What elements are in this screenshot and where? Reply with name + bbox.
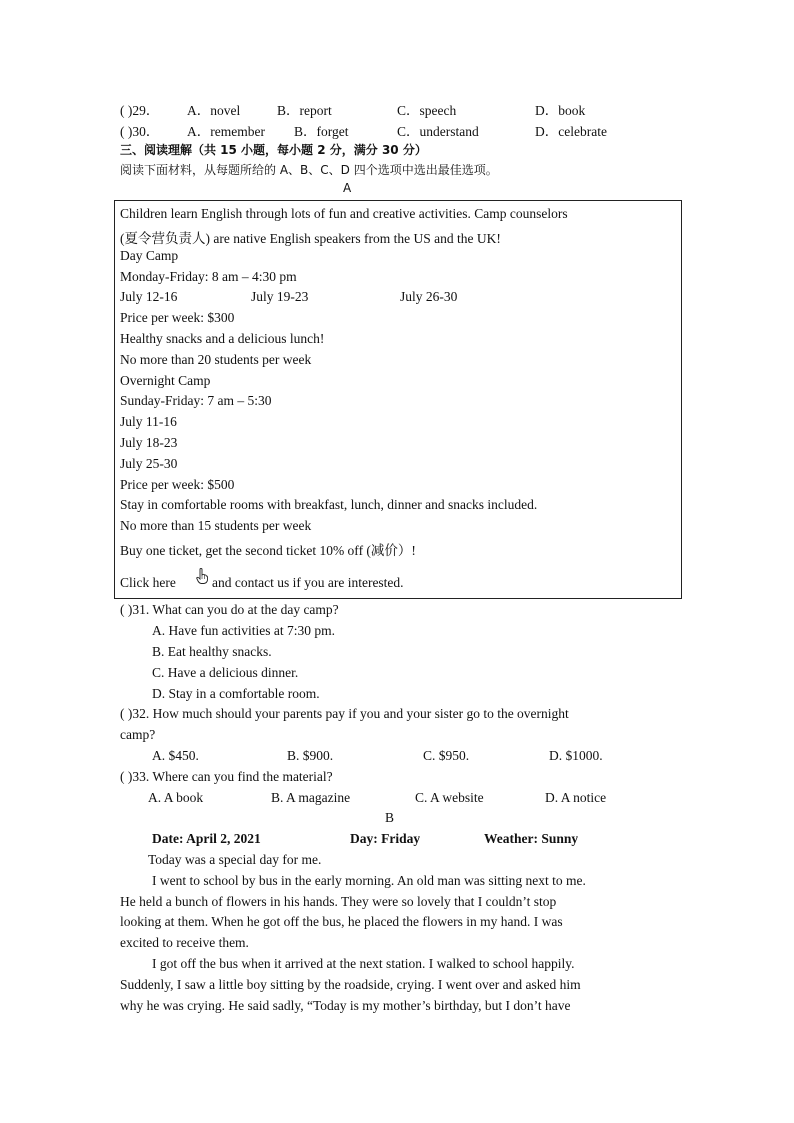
passage-a-label: A: [343, 181, 352, 195]
day-camp-date-2: July 19-23: [251, 289, 309, 304]
passage-b-line-2: I went to school by bus in the early morning. An old man was sitting next to me.: [152, 873, 586, 888]
question-31-option-a: A. Have fun activities at 7:30 pm.: [152, 623, 335, 638]
day-camp-limit: No more than 20 students per week: [120, 352, 312, 367]
question-31-option-b: B. Eat healthy snacks.: [152, 644, 272, 659]
section-instruction: 阅读下面材料，从每题所给的 A、B、C、D 四个选项中选出最佳选项。: [120, 163, 498, 177]
overnight-camp-date-3: July 25-30: [120, 456, 178, 471]
overnight-camp-title: Overnight Camp: [120, 373, 211, 388]
question-31-option-d: D. Stay in a comfortable room.: [152, 686, 320, 701]
hand-pointer-icon[interactable]: [196, 568, 208, 584]
question-29-number: ( )29．: [120, 103, 160, 118]
option-c: C．understand: [397, 124, 479, 139]
option-b: B．report: [277, 103, 332, 118]
option-d: D．book: [535, 103, 586, 118]
contact-text: and contact us if you are interested.: [212, 575, 404, 590]
passage-b-line-6: I got off the bus when it arrived at the next station. I walked to school happily.: [152, 956, 575, 971]
diary-day: Day: Friday: [350, 831, 421, 846]
day-camp-price: Price per week: $300: [120, 310, 235, 325]
ticket-offer: Buy one ticket, get the second ticket 10% off (减价）!: [120, 543, 416, 558]
question-33-option-b: B. A magazine: [271, 790, 351, 805]
passage-b-line-8: why he was crying. He said sadly, “Today is my mother’s birthday, but I don’t have: [120, 998, 571, 1013]
passage-b-line-7: Suddenly, I saw a little boy sitting by the roadside, crying. I went over and asked him: [120, 977, 581, 992]
overnight-camp-date-2: July 18-23: [120, 435, 178, 450]
overnight-camp-limit: No more than 15 students per week: [120, 518, 312, 533]
option-d: D．celebrate: [535, 124, 607, 139]
day-camp-date-3: July 26-30: [400, 289, 458, 304]
day-camp-date-1: July 12-16: [120, 289, 178, 304]
option-c: C．speech: [397, 103, 457, 118]
question-32-option-b: B. $900.: [287, 748, 334, 763]
click-here-link[interactable]: Click here: [120, 575, 176, 590]
intro-line-2: (夏令营负责人) are native English speakers from the US and the UK!: [120, 231, 501, 246]
question-30-number: ( )30．: [120, 124, 160, 139]
section-heading: 三、阅读理解（共 15 小题，每小题 2 分，满分 30 分）: [120, 143, 427, 157]
question-32-option-a: A. $450.: [152, 748, 199, 763]
day-camp-hours: Monday-Friday: 8 am – 4:30 pm: [120, 269, 297, 284]
overnight-camp-price: Price per week: $500: [120, 477, 235, 492]
option-b: B．forget: [294, 124, 349, 139]
question-32-stem: ( )32. How much should your parents pay if you and your sister go to the overnight: [120, 706, 569, 721]
diary-date: Date: April 2, 2021: [152, 831, 261, 846]
question-33-option-c: C. A website: [415, 790, 484, 805]
question-29: [120, 99, 586, 119]
question-32-option-d: D. $1000.: [549, 748, 603, 763]
question-33-stem: ( )33. Where can you find the material?: [120, 769, 333, 784]
passage-b-label: B: [385, 810, 395, 825]
passage-b-line-3: He held a bunch of flowers in his hands. They were so lovely that I couldn’t stop: [120, 894, 557, 909]
question-31-option-c: C. Have a delicious dinner.: [152, 665, 299, 680]
passage-b-line-4: looking at them. When he got off the bus, he placed the flowers in my hand. I was: [120, 914, 563, 929]
question-31-stem: ( )31. What can you do at the day camp?: [120, 602, 339, 617]
day-camp-title: Day Camp: [120, 248, 179, 263]
intro-line-1: Children learn English through lots of fun and creative activities. Camp counselors: [120, 206, 568, 221]
passage-a-box: [114, 200, 682, 599]
question-33-option-d: D. A notice: [545, 790, 607, 805]
question-32-stem-cont: camp?: [120, 727, 156, 742]
question-32-option-c: C. $950.: [423, 748, 470, 763]
question-33-option-a: A. A book: [148, 790, 204, 805]
passage-b-line-1: Today was a special day for me.: [148, 852, 322, 867]
overnight-camp-date-1: July 11-16: [120, 414, 177, 429]
option-a: A．remember: [187, 124, 265, 139]
passage-b-line-5: excited to receive them.: [120, 935, 249, 950]
day-camp-food: Healthy snacks and a delicious lunch!: [120, 331, 325, 346]
diary-weather: Weather: Sunny: [484, 831, 579, 846]
overnight-camp-rooms: Stay in comfortable rooms with breakfast, lunch, dinner and snacks included.: [120, 497, 538, 512]
overnight-camp-hours: Sunday-Friday: 7 am – 5:30: [120, 393, 272, 408]
option-a: A．novel: [187, 103, 241, 118]
question-30: [120, 120, 607, 140]
